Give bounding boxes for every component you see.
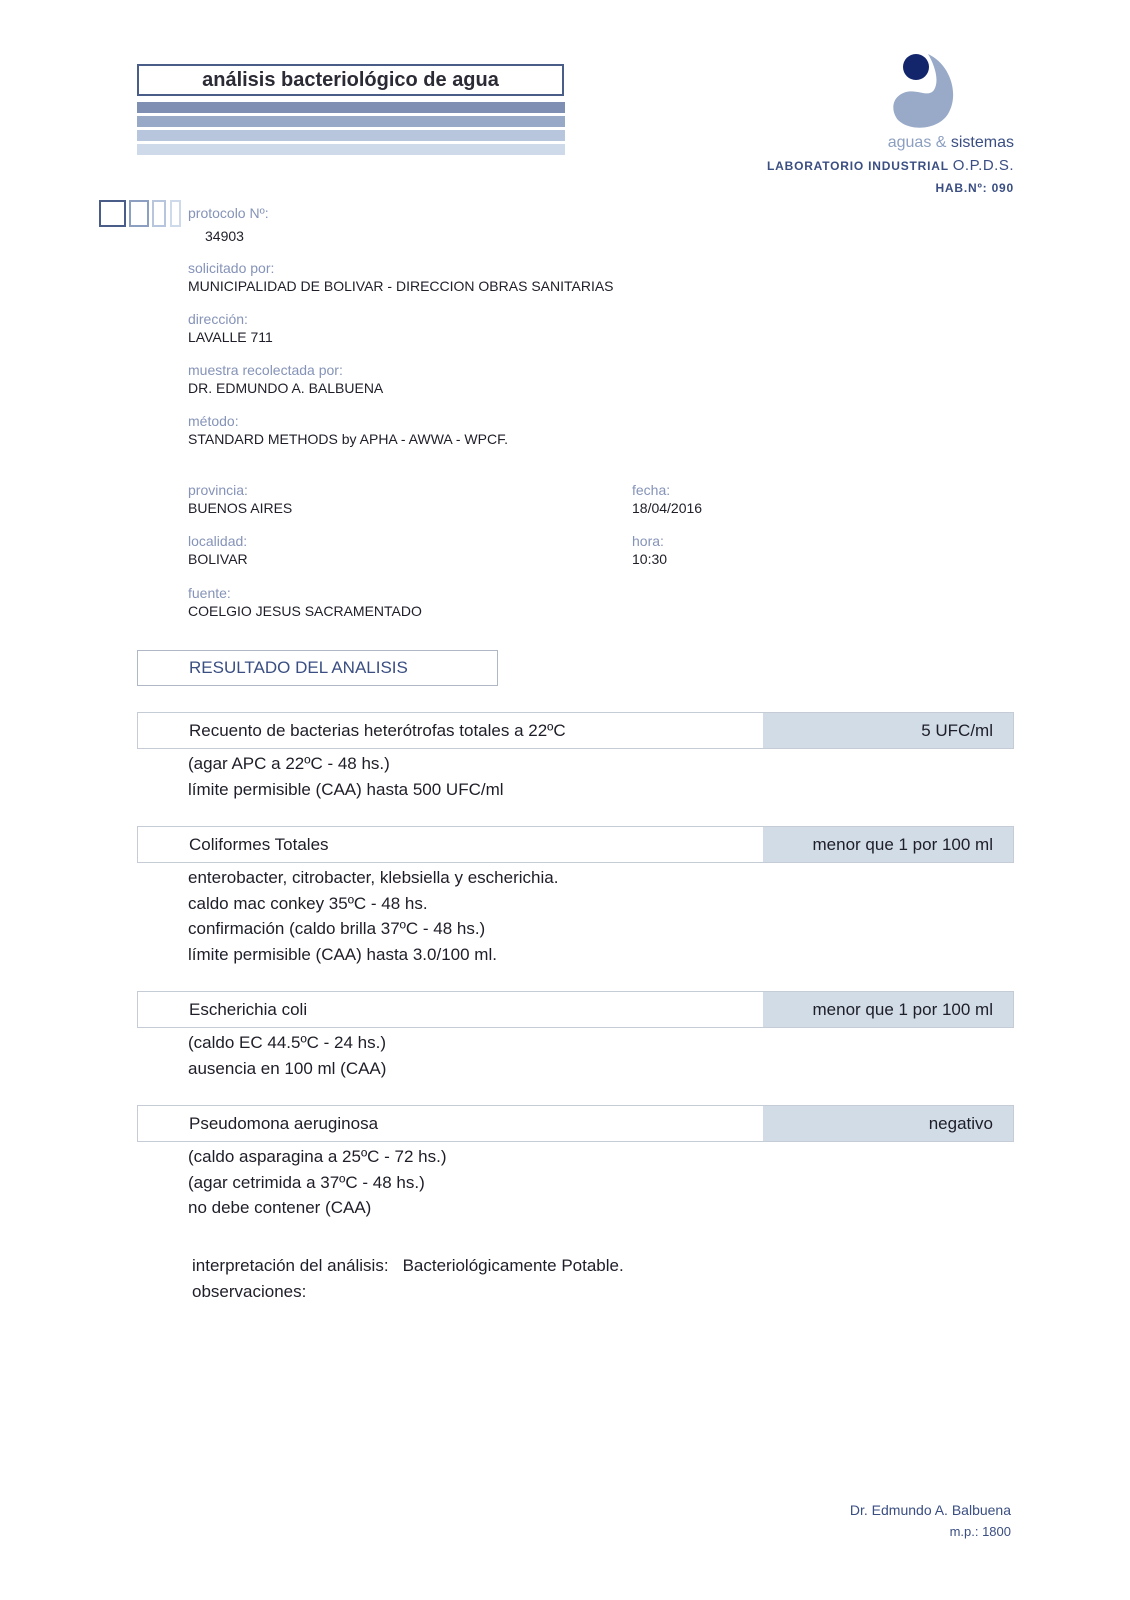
test-detail-line: (agar APC a 22ºC - 48 hs.) [188, 754, 390, 773]
interpretation-value: Bacteriológicamente Potable. [402, 1256, 624, 1275]
localidad-value: BOLIVAR [188, 551, 248, 567]
test-name: Recuento de bacterias heterótrofas totales a 22ºC [189, 721, 566, 740]
solicitado-label: solicitado por: [188, 260, 275, 276]
protocol-square [129, 200, 149, 227]
fuente-value: COELGIO JESUS SACRAMENTADO [188, 603, 422, 619]
hora-label: hora: [632, 533, 664, 549]
test-detail-line: (caldo asparagina a 25ºC - 72 hs.) [188, 1147, 447, 1166]
metodo-label: método: [188, 413, 239, 429]
test-details [188, 1030, 386, 1081]
fuente-label: fuente: [188, 585, 231, 601]
interpretation-label: interpretación del análisis: [192, 1256, 389, 1275]
test-result: menor que 1 por 100 ml [763, 827, 1013, 862]
test-details [188, 751, 504, 802]
observations-label: observaciones: [192, 1282, 307, 1301]
protocol-square [170, 200, 181, 227]
brand-name-part2: sistemas [950, 134, 1014, 151]
test-detail-line: no debe contener (CAA) [188, 1198, 372, 1217]
fecha-label: fecha: [632, 482, 671, 498]
test-detail-line: ausencia en 100 ml (CAA) [188, 1058, 387, 1078]
habilitacion: HAB.Nº: 090 [935, 181, 1014, 195]
provincia-value: BUENOS AIRES [188, 500, 293, 516]
protocol-square [99, 200, 126, 227]
test-details [188, 1144, 447, 1221]
test-name: Pseudomona aeruginosa [189, 1114, 379, 1133]
hora-value: 10:30 [632, 551, 668, 567]
test-detail-line: enterobacter, citrobacter, klebsiella y escherichia. [188, 868, 559, 887]
provincia-label: provincia: [188, 482, 248, 498]
protocol-value: 34903 [205, 228, 244, 244]
title-stripe [137, 102, 565, 113]
signature-registration: m.p.: 1800 [949, 1524, 1011, 1539]
test-name: Escherichia coli [189, 1000, 308, 1019]
title-stripe [137, 116, 565, 127]
document-title: análisis bacteriológico de agua [137, 64, 564, 96]
direccion-value: LAVALLE 711 [188, 329, 273, 345]
test-row [137, 1105, 1014, 1142]
test-row [137, 991, 1014, 1028]
direccion-label: dirección: [188, 311, 248, 327]
lab-line [767, 157, 1014, 174]
localidad-label: localidad: [188, 533, 248, 549]
interpretation-line [192, 1253, 624, 1279]
protocol-label: protocolo Nº: [188, 205, 269, 221]
results-heading: RESULTADO DEL ANALISIS [137, 650, 498, 686]
brand-name [888, 134, 1014, 152]
test-result: 5 UFC/ml [763, 713, 1013, 748]
test-detail-line: caldo mac conkey 35ºC - 48 hs. [188, 893, 428, 913]
brand-name-part1: aguas & [887, 134, 951, 151]
test-result: negativo [763, 1106, 1013, 1141]
title-stripe [137, 130, 565, 141]
test-detail-line: (caldo EC 44.5ºC - 24 hs.) [188, 1033, 387, 1052]
test-result: menor que 1 por 100 ml [763, 992, 1013, 1027]
interpretation-block [192, 1253, 624, 1305]
water-drop-logo-icon [888, 50, 960, 134]
title-stripe [137, 144, 565, 155]
test-detail-line: confirmación (caldo brilla 37ºC - 48 hs.) [188, 919, 486, 938]
test-detail-line: límite permisible (CAA) hasta 500 UFC/ml [188, 779, 504, 799]
test-detail-line: (agar cetrimida a 37ºC - 48 hs.) [188, 1172, 425, 1192]
lab-org: O.P.D.S. [952, 157, 1014, 174]
metodo-value: STANDARD METHODS by APHA - AWWA - WPCF. [188, 431, 508, 447]
muestra-label: muestra recolectada por: [188, 362, 343, 378]
fecha-value: 18/04/2016 [632, 500, 703, 516]
test-details [188, 865, 558, 967]
lab-label: LABORATORIO INDUSTRIAL [767, 159, 953, 173]
solicitado-value: MUNICIPALIDAD DE BOLIVAR - DIRECCION OBRAS SANITARIAS [188, 278, 614, 294]
muestra-value: DR. EDMUNDO A. BALBUENA [188, 380, 384, 396]
protocol-square [152, 200, 166, 227]
test-name: Coliformes Totales [189, 835, 329, 854]
test-row [137, 826, 1014, 863]
signature-name: Dr. Edmundo A. Balbuena [849, 1502, 1011, 1518]
test-row [137, 712, 1014, 749]
test-detail-line: límite permisible (CAA) hasta 3.0/100 ml. [188, 944, 497, 964]
